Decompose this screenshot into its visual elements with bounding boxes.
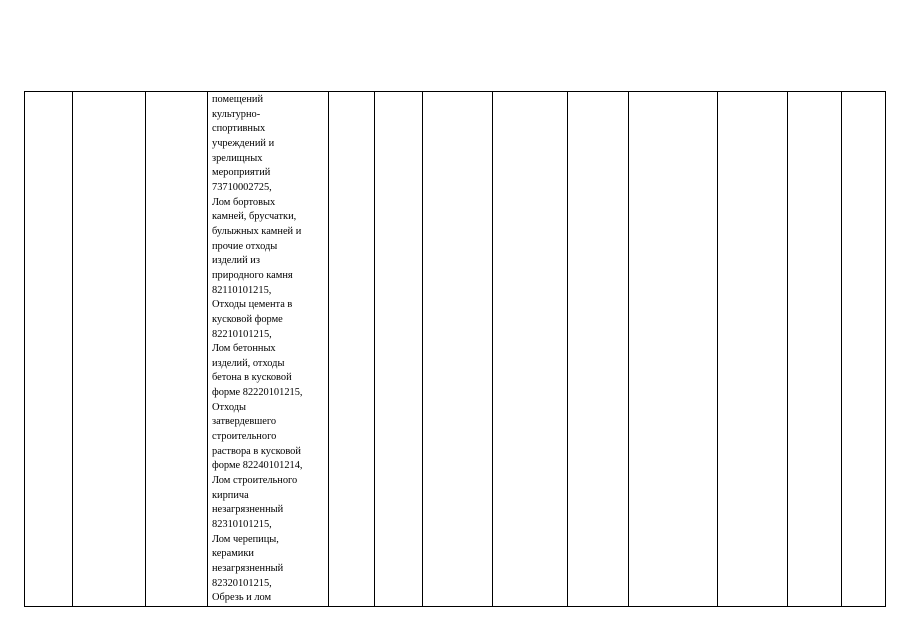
waste-list-line: Отходы цемента в bbox=[212, 299, 293, 311]
waste-list-line: 73710002725, bbox=[212, 181, 272, 193]
waste-list-line: изделий из bbox=[212, 255, 260, 267]
table-cell-12 bbox=[788, 92, 842, 607]
waste-list-line: кусковой форме bbox=[212, 313, 283, 325]
waste-list-line: камней, брусчатки, bbox=[212, 211, 297, 223]
waste-list-line: прочие отходы bbox=[212, 240, 278, 252]
table-cell-2 bbox=[73, 92, 146, 607]
waste-list-line: строительного bbox=[212, 431, 277, 443]
waste-list-line: изделий, отходы bbox=[212, 357, 285, 369]
waste-list-line: спортивных bbox=[212, 123, 266, 135]
waste-list-line: Обрезь и лом bbox=[212, 592, 272, 604]
table-cell-1 bbox=[25, 92, 73, 607]
table-cell-13 bbox=[842, 92, 886, 607]
waste-list-line: 82320101215, bbox=[212, 577, 272, 589]
waste-list-line: учреждений и bbox=[212, 137, 275, 149]
table-cell-10 bbox=[629, 92, 718, 607]
table-row bbox=[25, 92, 886, 607]
table-cell-waste-list bbox=[208, 92, 329, 607]
waste-list-line: культурно- bbox=[212, 108, 261, 120]
waste-list-line: помещений bbox=[212, 94, 264, 105]
waste-list-line: Отходы bbox=[212, 401, 247, 413]
waste-list-line: незагрязненный bbox=[212, 504, 284, 516]
waste-list-line: 82210101215, bbox=[212, 328, 272, 340]
waste-list-line: бетона в кусковой bbox=[212, 372, 292, 384]
table-cell-3 bbox=[146, 92, 208, 607]
waste-list-line: природного камня bbox=[212, 269, 293, 281]
table-cell-11 bbox=[718, 92, 788, 607]
waste-list-line: форме 82220101215, bbox=[212, 387, 303, 399]
waste-list-line: 82110101215, bbox=[212, 284, 272, 296]
waste-list-line: мероприятий bbox=[212, 167, 271, 179]
waste-list-line: затвердевшего bbox=[212, 416, 277, 428]
waste-table bbox=[24, 91, 886, 607]
table-cell-5 bbox=[329, 92, 375, 607]
waste-list-line: зрелищных bbox=[212, 152, 263, 164]
waste-list-line: раствора в кусковой bbox=[212, 445, 301, 457]
table-cell-8 bbox=[493, 92, 568, 607]
waste-list-line: Лом строительного bbox=[212, 475, 298, 487]
waste-list-text bbox=[208, 92, 328, 606]
waste-list-line: булыжных камней и bbox=[212, 225, 302, 237]
waste-list-line: Лом черепицы, bbox=[212, 533, 279, 545]
waste-list-line: Лом бортовых bbox=[212, 196, 276, 208]
table-cell-9 bbox=[568, 92, 629, 607]
waste-list-line: кирпича bbox=[212, 489, 249, 501]
table-cell-7 bbox=[423, 92, 493, 607]
waste-list-line: керамики bbox=[212, 548, 254, 560]
waste-list-line: незагрязненный bbox=[212, 563, 284, 574]
table-cell-6 bbox=[375, 92, 423, 607]
waste-list-line: 82310101215, bbox=[212, 519, 272, 531]
waste-list-line: Лом бетонных bbox=[212, 343, 276, 355]
waste-list-line: форме 82240101214, bbox=[212, 460, 303, 472]
